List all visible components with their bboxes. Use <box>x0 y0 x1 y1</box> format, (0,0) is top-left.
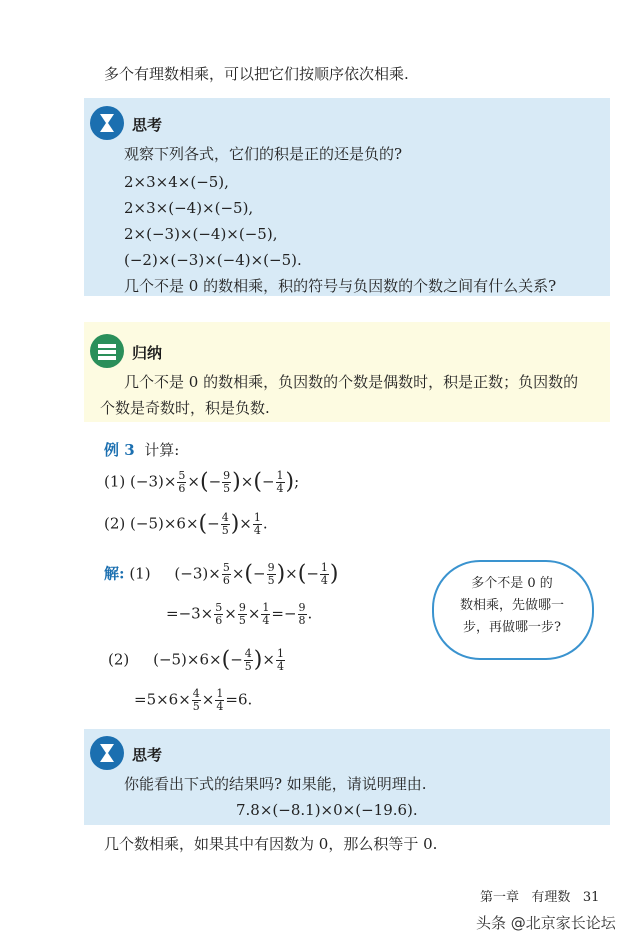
solution-line-1: 解: (1) (−3)× $\frac{5}{6}$ ×(− $\frac{9}{5}$ )×(− $\frac{1}{4}$ ) <box>104 561 339 587</box>
solution-line-2b: =5×6× $\frac{4}{5}$ × $\frac{1}{4}$ =6. <box>134 687 253 713</box>
example-problem-1: (1) (−3)× $\frac{5}{6}$ ×(− $\frac{9}{5}$ )×(− $\frac{1}{4}$ ); <box>104 469 300 495</box>
footer-chapter: 第一章 <box>480 890 520 905</box>
conclusion-text: 几个数相乘，如果其中有因数为 0，那么积等于 0. <box>104 835 438 853</box>
problem-1-frac-b: $\frac{9}{5}$ <box>223 469 231 495</box>
think-prompt-1: 观察下列各式，它们的积是正的还是负的? <box>124 145 403 163</box>
cloud-line-2: 数相乘，先做哪一 <box>459 598 564 613</box>
induct-line-2: 个数是奇数时，积是负数. <box>100 399 270 417</box>
induct-title: 归纳 <box>132 344 163 362</box>
watermark: 头条 @北京家长论坛 <box>476 914 616 932</box>
think-expr-3: 2×(−3)×(−4)×(−5), <box>124 225 278 243</box>
induct-line-1: 几个不是 0 的数相乘，负因数的个数是偶数时，积是正数；负因数的 <box>124 373 579 391</box>
example-problem-2: (2) (−5)×6×(− $\frac{4}{5}$ )× $\frac{1}{4}$ . <box>104 511 268 537</box>
solution-line-2: (2) (−5)×6×(− $\frac{4}{5}$ )× $\frac{1}{4}$ <box>108 647 284 673</box>
example-task: 计算: <box>144 441 180 459</box>
think-title-2: 思考 <box>132 746 163 764</box>
hourglass-icon-2 <box>90 736 124 770</box>
intro-text: 多个有理数相乘，可以把它们按顺序依次相乘. <box>104 65 409 83</box>
problem-2-tag: (2) <box>104 514 126 533</box>
problem-2-frac-b: $\frac{1}{4}$ <box>253 511 261 537</box>
think2-prompt: 你能看出下式的结果吗? 如果能，请说明理由. <box>124 775 427 793</box>
think-expr-4: (−2)×(−3)×(−4)×(−5). <box>124 251 302 269</box>
problem-1-frac-c: $\frac{1}{4}$ <box>276 469 284 495</box>
page-footer <box>480 886 599 905</box>
problem-2-frac-a: $\frac{4}{5}$ <box>221 511 229 537</box>
think2-expr: 7.8×(−8.1)×0×(−19.6). <box>236 801 418 819</box>
think-title-1: 思考 <box>132 116 163 134</box>
solution-label: 解: <box>104 564 125 583</box>
think-question: 几个不是 0 的数相乘，积的符号与负因数的个数之间有什么关系? <box>124 277 557 295</box>
solution-2-tag: (2) <box>108 650 130 669</box>
problem-2-lead: (−5)×6× <box>130 514 199 533</box>
footer-chapter-name: 有理数 <box>531 890 571 905</box>
problem-1-frac-a: $\frac{5}{6}$ <box>178 469 186 495</box>
example-heading <box>104 440 179 460</box>
think-expr-2: 2×3×(−4)×(−5), <box>124 199 254 217</box>
problem-1-lead: (−3)× <box>130 472 177 491</box>
think-expr-1: 2×3×4×(−5), <box>124 173 229 191</box>
cloud-line-1: 多个不是 0 的 <box>471 576 553 591</box>
solution-1-tag: (1) <box>129 564 151 583</box>
problem-1-tag: (1) <box>104 472 126 491</box>
hourglass-icon <box>90 106 124 140</box>
cloud-line-3: 步，再做哪一步? <box>463 620 561 635</box>
page-number: 31 <box>582 890 600 905</box>
books-icon <box>90 334 124 368</box>
solution-line-1b: =−3× $\frac{5}{6}$ × $\frac{9}{5}$ × $\frac{1}{4}$ =− $\frac{9}{8}$ . <box>166 601 313 627</box>
example-label: 例 3 <box>104 441 135 459</box>
